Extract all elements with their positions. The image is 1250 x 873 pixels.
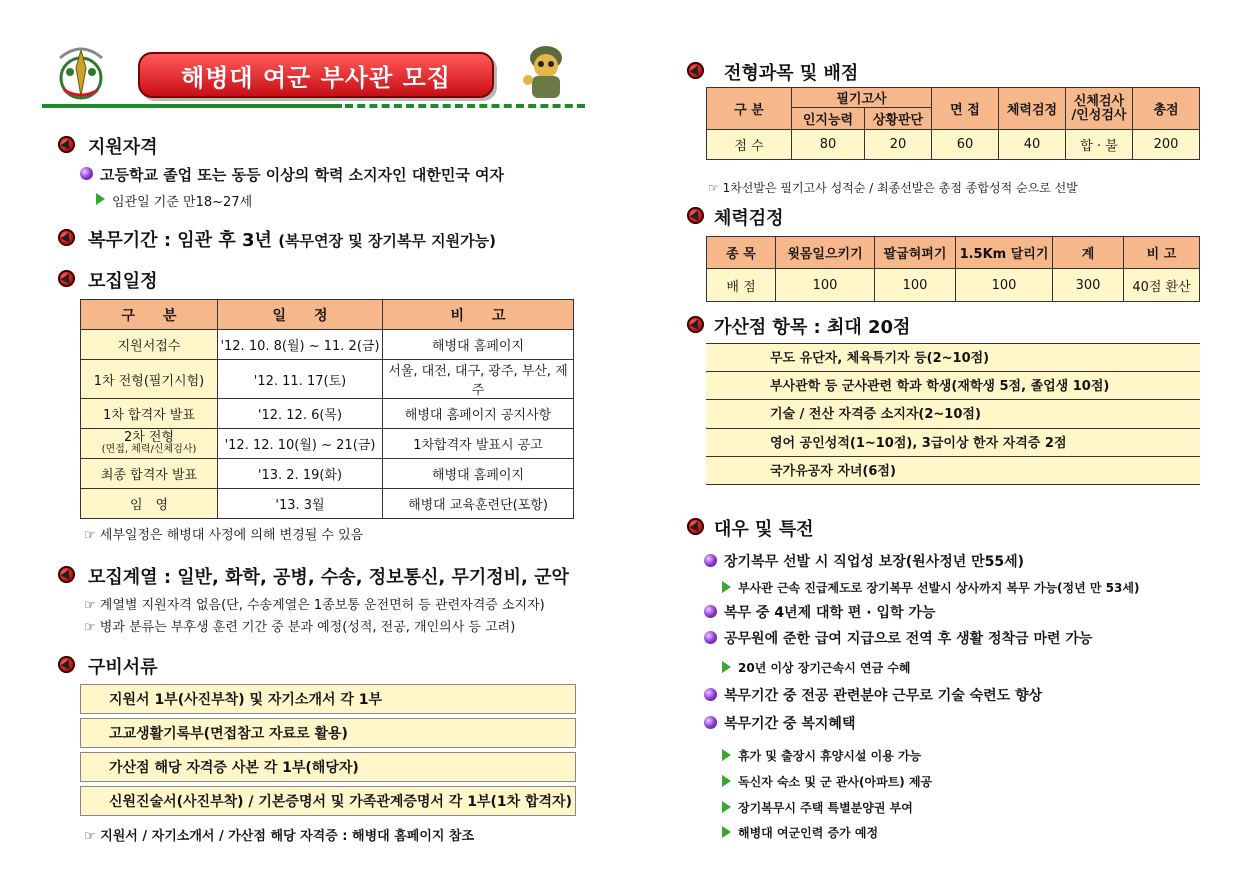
section-bullet-icon — [58, 229, 75, 246]
fitness-table — [706, 236, 1200, 302]
schedule-cell: 해병대 홈페이지 공지사항 — [383, 399, 574, 429]
benefit-sub: 해병대 여군인력 증가 예정 — [738, 826, 879, 840]
green-arrow-icon — [96, 193, 105, 205]
schedule-row4-main: 2차 전형 — [123, 429, 175, 445]
schedule-cell: '13. 3월 — [218, 489, 383, 519]
benefit-sub: 장기복무시 주택 특별분양권 부여 — [738, 801, 913, 815]
green-arrow-icon — [722, 826, 731, 838]
fitness-cell: 300 — [1053, 269, 1124, 302]
bonus-heading: 가산점 항목 : 최대 20점 — [714, 317, 911, 338]
bonus-divider — [706, 456, 1200, 457]
fitness-header: 팔굽혀펴기 — [875, 237, 956, 269]
schedule-cell: 서울, 대전, 대구, 광주, 부산, 제주 — [383, 360, 574, 399]
document-item — [80, 718, 576, 748]
fitness-header: 계 — [1053, 237, 1124, 269]
fitness-heading: 체력검정 — [714, 208, 784, 229]
scoring-header: 신체검사 /인성검사 — [1066, 88, 1133, 130]
mascot-icon — [518, 40, 574, 104]
marine-emblem-icon — [50, 38, 112, 104]
document-item — [80, 684, 576, 714]
benefit-item: 장기복무 선발 시 직업성 보장(원사정년 만55세) — [724, 554, 1025, 570]
document-item-text: 신원진술서(사진부착) / 기본증명서 및 가족관계증명서 각 1부(1차 합격자) — [109, 794, 572, 810]
fitness-cell: 100 — [875, 269, 956, 302]
schedule-cell: '12. 10. 8(월) ~ 11. 2(금) — [218, 330, 383, 360]
scoring-header: 구 분 — [707, 88, 792, 130]
schedule-cell: 해병대 홈페이지 — [383, 459, 574, 489]
bonus-list — [706, 343, 1200, 485]
bonus-item: 부사관학 등 군사관련 학과 학생(재학생 5점, 졸업생 10점) — [770, 379, 1110, 394]
document-item-text: 지원서 1부(사진부착) 및 자기소개서 각 1부 — [109, 692, 383, 708]
section-bullet-icon — [58, 656, 75, 673]
schedule-header: 비 고 — [383, 300, 574, 330]
schedule-cell: '12. 12. 6(목) — [218, 399, 383, 429]
fitness-cell: 배 점 — [707, 269, 776, 302]
scoring-value: 20 — [865, 130, 932, 160]
purple-dot-icon — [80, 167, 93, 180]
green-arrow-icon — [722, 661, 731, 673]
section-bullet-icon — [687, 62, 704, 79]
green-arrow-icon — [722, 749, 731, 761]
page-title: 해병대 여군 부사관 모집 — [181, 63, 451, 92]
qualification-sub: 임관일 기준 만18~27세 — [112, 195, 253, 210]
schedule-cell: 1차합격자 발표시 공고 — [383, 429, 574, 459]
bonus-divider — [706, 399, 1200, 400]
section-bullet-icon — [687, 316, 704, 333]
benefit-item: 복무 중 4년제 대학 편 · 입학 가능 — [724, 605, 936, 621]
fields-heading: 모집계열 : 일반, 화학, 공병, 수송, 정보통신, 무기정비, 군악 — [88, 567, 569, 588]
scoring-value: 합 · 불 — [1066, 130, 1133, 160]
scoring-header: 인지능력 — [792, 108, 865, 130]
section-bullet-icon — [58, 136, 75, 153]
green-arrow-icon — [722, 801, 731, 813]
schedule-cell: 1차 합격자 발표 — [81, 399, 218, 429]
title-banner — [138, 52, 494, 98]
section-bullet-icon — [58, 270, 75, 287]
document-item — [80, 786, 576, 816]
fitness-header: 1.5Km 달리기 — [956, 237, 1053, 269]
purple-dot-icon — [704, 716, 717, 729]
scoring-heading: 전형과목 및 배점 — [724, 63, 859, 84]
bonus-item: 국가유공자 자녀(6점) — [770, 464, 896, 479]
schedule-header: 일 정 — [218, 300, 383, 330]
bonus-item: 무도 유단자, 체육특기자 등(2~10점) — [770, 351, 990, 366]
schedule-cell: 임 영 — [81, 489, 218, 519]
benefits-heading: 대우 및 특전 — [714, 519, 814, 540]
benefit-item: 공무원에 준한 급여 지급으로 전역 후 생활 정착금 마련 가능 — [724, 631, 1093, 647]
service-title: 복무기간 : 임관 후 3년 — [88, 230, 272, 251]
document-item — [80, 752, 576, 782]
purple-dot-icon — [704, 554, 717, 567]
fields-note: ☞ 계열별 지원자격 없음(단, 수송계열은 1종보통 운전면허 등 관련자격증 소지자) — [84, 594, 545, 613]
scoring-value: 40 — [999, 130, 1066, 160]
schedule-header: 구 분 — [81, 300, 218, 330]
fitness-cell: 40점 환산 — [1124, 269, 1200, 302]
schedule-cell: '12. 11. 17(토) — [218, 360, 383, 399]
scoring-value: 60 — [932, 130, 999, 160]
schedule-row4-sub: (면접, 체력/신체검사) — [101, 443, 197, 455]
scoring-table — [706, 87, 1200, 160]
service-note: (복무연장 및 장기복무 지원가능) — [278, 232, 496, 250]
benefit-sub: 20년 이상 장기근속시 연금 수혜 — [738, 661, 911, 675]
schedule-cell: '12. 12. 10(월) ~ 21(금) — [218, 429, 383, 459]
schedule-heading: 모집일정 — [88, 271, 158, 292]
purple-dot-icon — [704, 605, 717, 618]
fitness-header: 비 고 — [1124, 237, 1200, 269]
benefit-item: 복무기간 중 복지혜택 — [724, 716, 856, 732]
purple-dot-icon — [704, 631, 717, 644]
section-bullet-icon — [687, 518, 704, 535]
scoring-header: 총점 — [1133, 88, 1200, 130]
schedule-note: ☞ 세부일정은 해병대 사정에 의해 변경될 수 있음 — [84, 524, 363, 543]
section-bullet-icon — [58, 566, 75, 583]
scoring-header: 상황판단 — [865, 108, 932, 130]
service-heading — [88, 226, 496, 252]
documents-heading: 구비서류 — [88, 657, 158, 678]
document-item-text: 고교생활기록부(면접참고 자료로 활용) — [109, 726, 348, 742]
benefit-sub: 독신자 숙소 및 군 관사(아파트) 제공 — [738, 775, 933, 789]
green-arrow-icon — [722, 581, 731, 593]
qualification-heading: 지원자격 — [88, 137, 158, 158]
scoring-row-label: 점 수 — [707, 130, 792, 160]
schedule-cell: 지원서접수 — [81, 330, 218, 360]
scoring-note: ☞ 1차선발은 필기고사 성적순 / 최종선발은 총점 종합성적 순으로 선발 — [708, 179, 1078, 196]
schedule-cell: 해병대 홈페이지 — [383, 330, 574, 360]
fitness-cell: 100 — [956, 269, 1053, 302]
benefit-sub: 부사관 근속 진급제도로 장기복무 선발시 상사까지 복무 가능(정년 만 53세) — [738, 581, 1140, 595]
bonus-item: 영어 공인성적(1~10점), 3급이상 한자 자격증 2점 — [770, 436, 1067, 451]
schedule-table — [80, 299, 574, 519]
scoring-header: 필기고사 — [792, 88, 932, 108]
schedule-cell: 1차 전형(필기시험) — [81, 360, 218, 399]
fitness-cell: 100 — [776, 269, 875, 302]
schedule-cell: '13. 2. 19(화) — [218, 459, 383, 489]
purple-dot-icon — [704, 688, 717, 701]
document-item-text: 가산점 해당 자격증 사본 각 1부(해당자) — [109, 760, 359, 776]
documents-note: ☞ 지원서 / 자기소개서 / 가산점 해당 자격증 : 해병대 홈페이지 참조 — [84, 825, 474, 844]
qualification-main: 고등학교 졸업 또는 동등 이상의 학력 소지자인 대한민국 여자 — [100, 166, 505, 184]
scoring-value: 80 — [792, 130, 865, 160]
schedule-cell — [81, 429, 218, 459]
schedule-cell: 최종 합격자 발표 — [81, 459, 218, 489]
section-bullet-icon — [687, 207, 704, 224]
scoring-value: 200 — [1133, 130, 1200, 160]
schedule-cell: 해병대 교육훈련단(포항) — [383, 489, 574, 519]
fitness-header: 종 목 — [707, 237, 776, 269]
bonus-divider — [706, 428, 1200, 429]
header-green-line — [42, 104, 342, 108]
scoring-header: 면 접 — [932, 88, 999, 130]
bonus-divider — [706, 371, 1200, 372]
fitness-header: 윗몸일으키기 — [776, 237, 875, 269]
benefit-item: 복무기간 중 전공 관련분야 근무로 기술 숙련도 향상 — [724, 688, 1043, 704]
scoring-header: 체력검정 — [999, 88, 1066, 130]
green-arrow-icon — [722, 775, 731, 787]
bonus-item: 기술 / 전산 자격증 소지자(2~10점) — [770, 407, 981, 422]
benefit-sub: 휴가 및 출장시 휴양시설 이용 가능 — [738, 749, 922, 763]
fields-note: ☞ 병과 분류는 부후생 훈련 기간 중 분과 예정(성적, 전공, 개인의사 등 고려) — [84, 616, 515, 635]
header-dashed-line — [345, 104, 585, 108]
